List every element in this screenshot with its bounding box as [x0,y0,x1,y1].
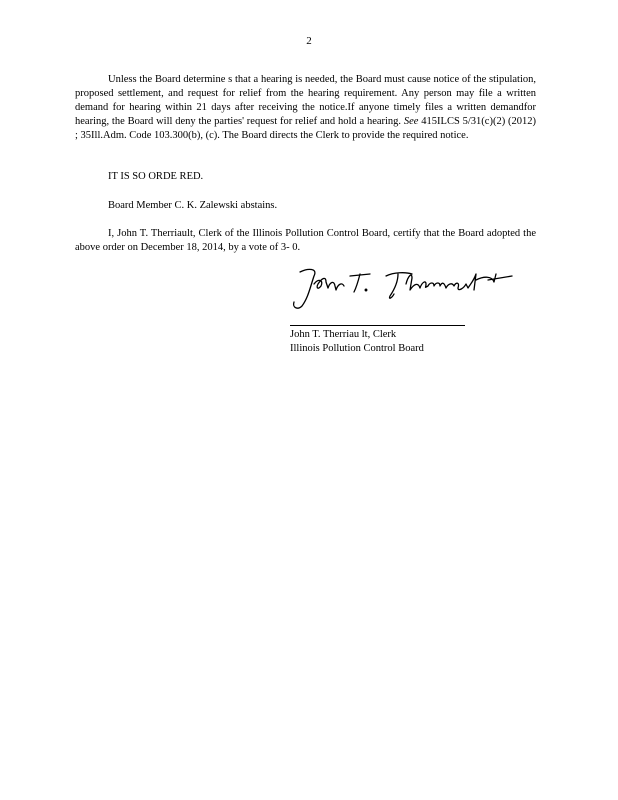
abstention-statement: Board Member C. K. Zalewski abstains. [108,200,278,211]
clerk-certification: I, John T. Therriault, Clerk of the Illinois Pollution Control Board, certify that the Board adopted the above order on December 18, 2014, by a vote of 3- 0. [75,228,536,253]
page-number: 2 [306,35,312,47]
citation-text: 415ILCS 5/31(c)(2) (2012) ; 35Ill.Adm. Code 103.300(b), (c). The Board directs the Clerk to provide the required notice. [75,116,537,141]
citation-signal: See [403,116,419,127]
notice-text: Unless the Board determine s that a hearing is needed, the Board must cause notice of the stipulation, proposed settlement, and request for relief from the hearing requirement. Any person may file a written demand for hearing within 21 days after receiving the notice.If anyone timely files a written demandfor hearing, the Board will deny the parties' request for relief and hold a hearing. [75,74,536,127]
ordered-statement: IT IS SO ORDE RED. [108,171,204,182]
clerk-name: John T. Therriau lt, Clerk [290,329,397,340]
notice-paragraph [75,73,536,143]
signature-line [290,325,465,326]
handwritten-signature [288,262,528,312]
board-name: Illinois Pollution Control Board [290,343,424,354]
signature-block [290,328,424,356]
